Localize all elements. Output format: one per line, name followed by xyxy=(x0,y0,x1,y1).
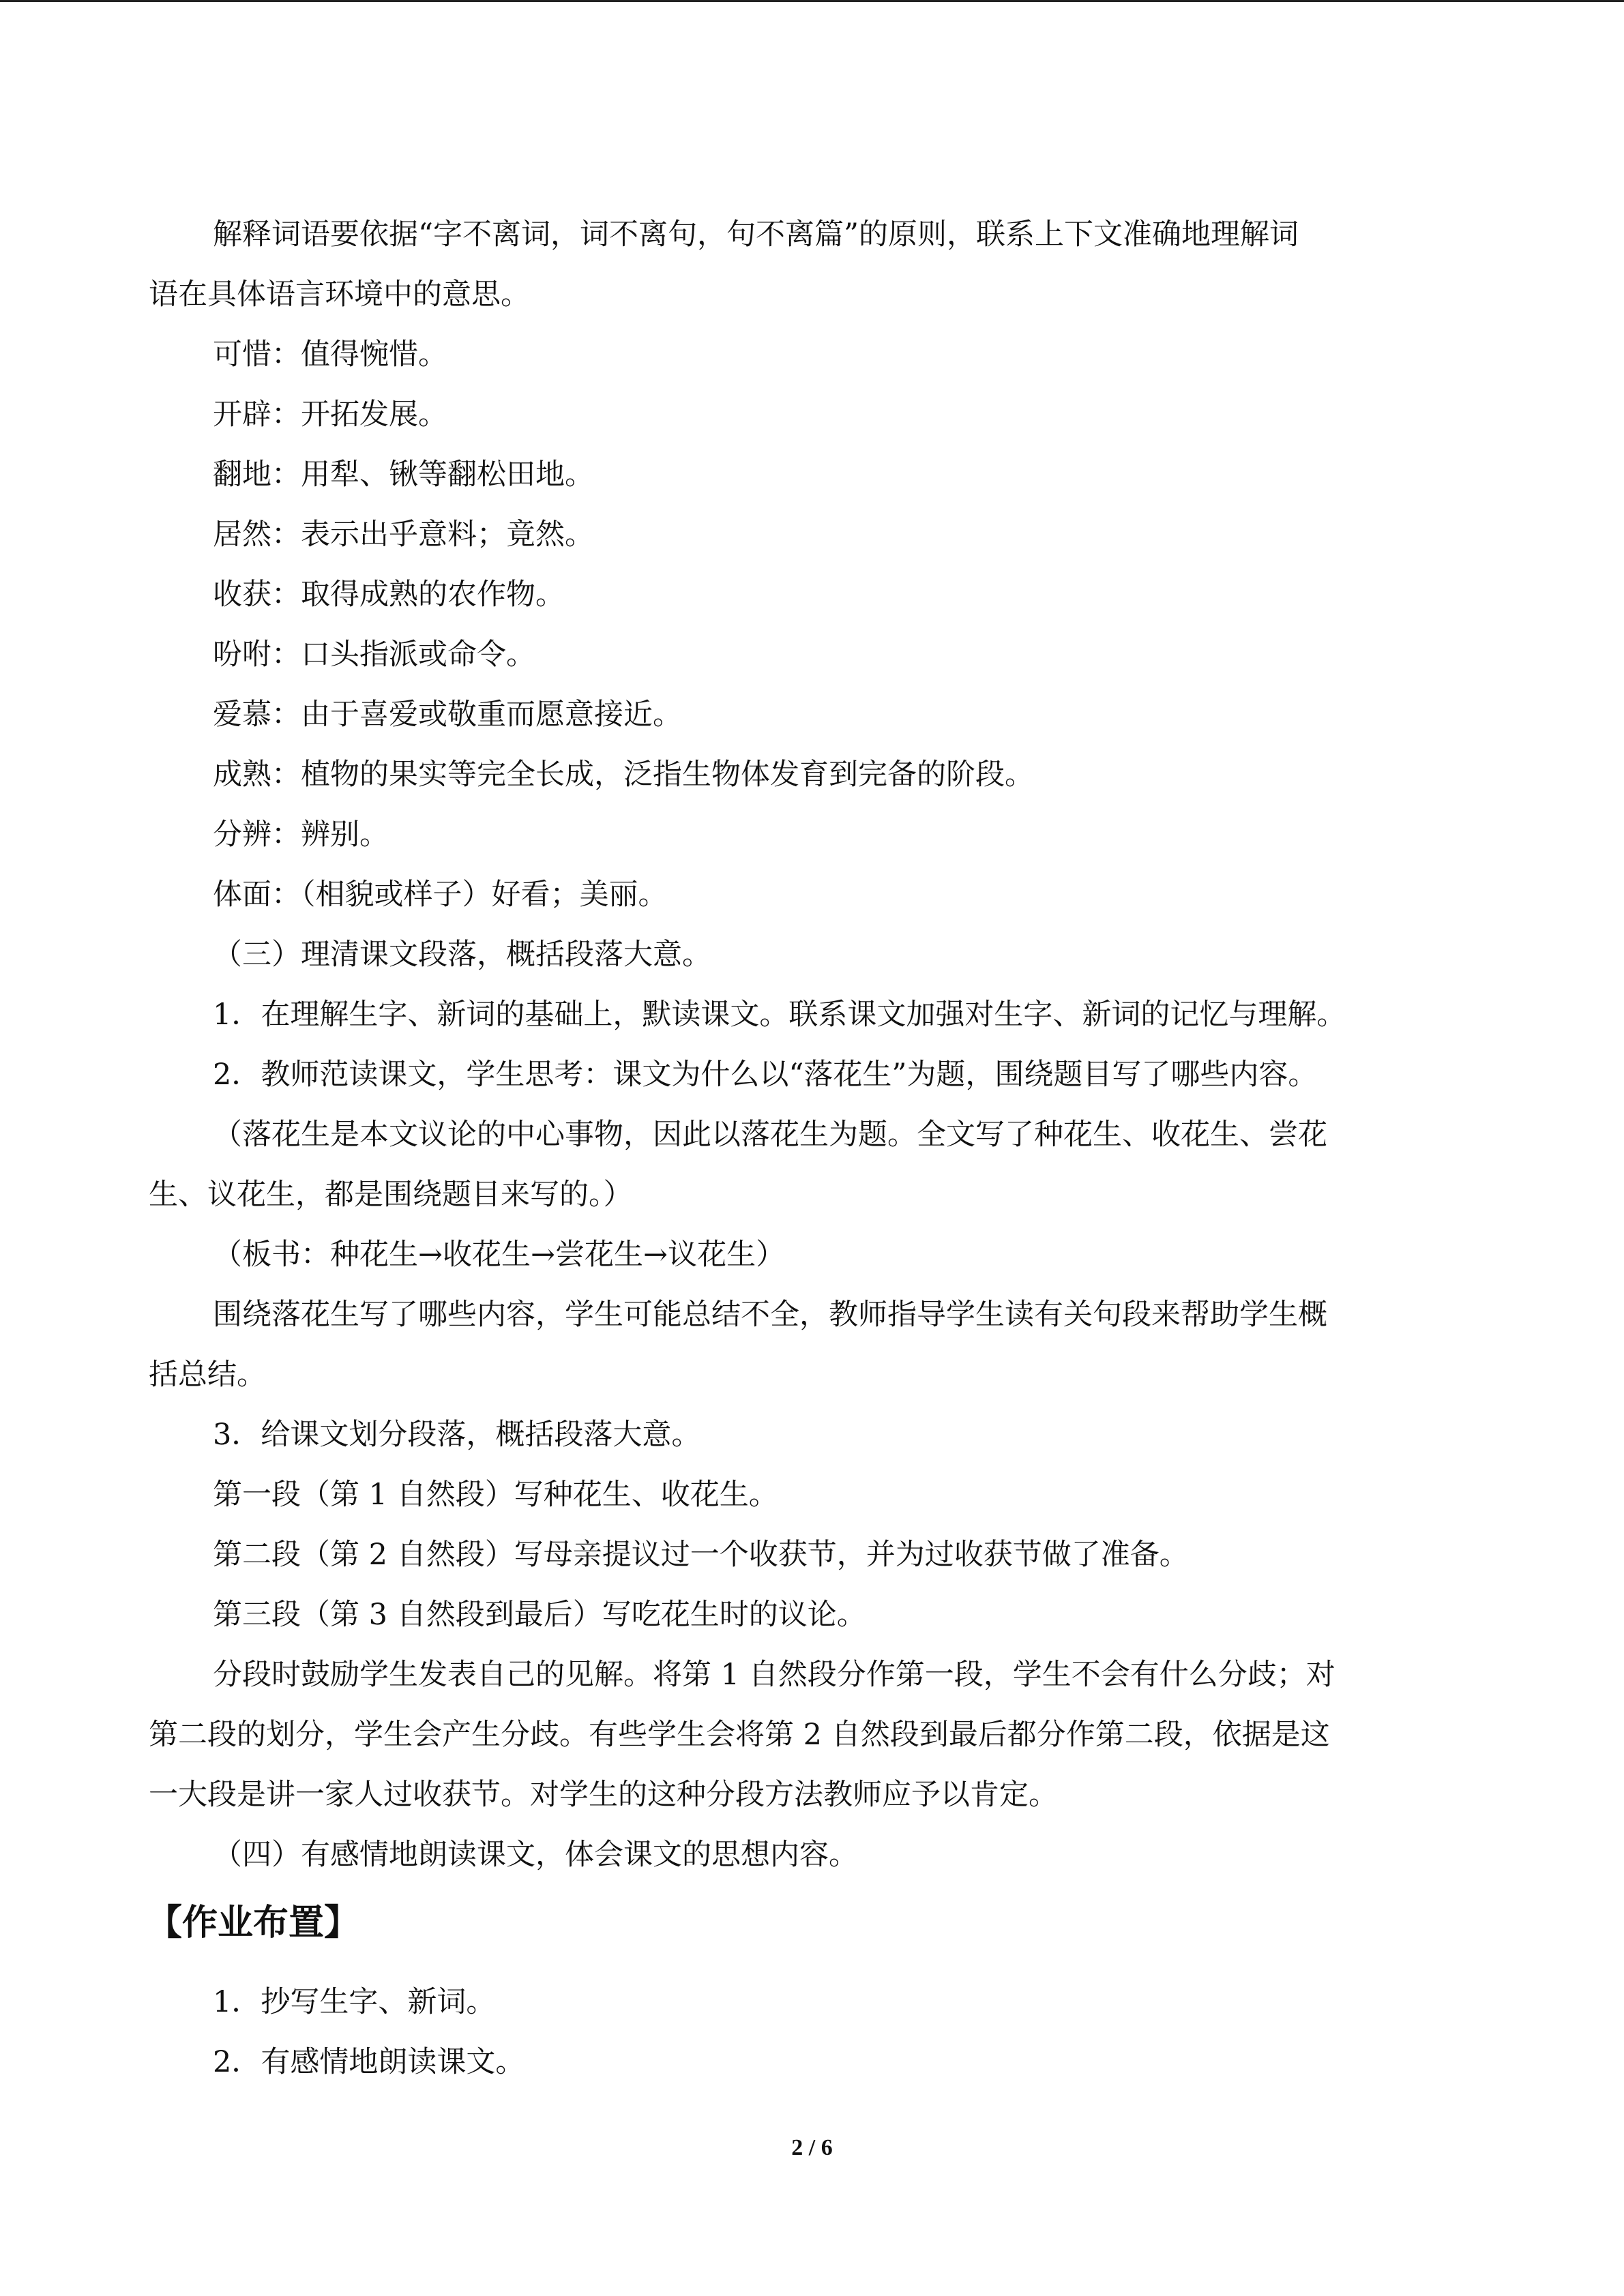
definition-line: 成熟：植物的果实等完全长成，泛指生物体发育到完备的阶段。 xyxy=(213,758,1034,792)
definition-line: 开辟：开拓发展。 xyxy=(213,398,447,432)
paragraph-line: 分段时鼓励学生发表自己的见解。将第 1 自然段分作第一段，学生不会有什么分歧；对 xyxy=(213,1658,1335,1692)
paragraph-line: 解释词语要依据“字不离词，词不离句，句不离篇”的原则，联系上下文准确地理解词 xyxy=(213,218,1299,252)
section-heading: 【作业布置】 xyxy=(147,1903,360,1943)
definition-line: 分辨：辨别。 xyxy=(213,818,389,852)
definition-line: 居然：表示出乎意料；竟然。 xyxy=(213,518,594,552)
page-number: 2 / 6 xyxy=(791,2135,833,2160)
paragraph-line: 语在具体语言环境中的意思。 xyxy=(149,278,530,312)
paragraph-line: 括总结。 xyxy=(149,1358,266,1392)
homework-item: 1．抄写生字、新词。 xyxy=(213,1985,496,2019)
definition-line: 爱慕：由于喜爱或敬重而愿意接近。 xyxy=(213,698,682,732)
subsection-title: （三）理清课文段落，概括段落大意。 xyxy=(213,938,711,972)
paragraph-line: 第二段的划分，学生会产生分歧。有些学生会将第 2 自然段到最后都分作第二段，依据是这 xyxy=(149,1718,1330,1752)
definition-line: 收获：取得成熟的农作物。 xyxy=(213,578,565,612)
definition-line: 吩咐：口头指派或命令。 xyxy=(213,638,535,672)
paragraph-line: 第三段（第 3 自然段到最后）写吃花生时的议论。 xyxy=(213,1598,866,1632)
paragraph-line: 1．在理解生字、新词的基础上，默读课文。联系课文加强对生字、新词的记忆与理解。 xyxy=(213,998,1346,1032)
paragraph-line: 生、议花生，都是围绕题目来写的。） xyxy=(149,1178,633,1212)
definition-line: 可惜：值得惋惜。 xyxy=(213,338,447,372)
blackboard-note: （板书：种花生→收花生→尝花生→议花生） xyxy=(213,1238,786,1272)
definition-line: 体面：（相貌或样子）好看；美丽。 xyxy=(213,878,668,912)
top-border-line xyxy=(0,0,1624,2)
paragraph-line: 2．教师范读课文，学生思考：课文为什么以“落花生”为题，围绕题目写了哪些内容。 xyxy=(213,1058,1318,1092)
homework-item: 2．有感情地朗读课文。 xyxy=(213,2045,525,2079)
paragraph-line: 一大段是讲一家人过收获节。对学生的这种分段方法教师应予以肯定。 xyxy=(149,1778,1058,1812)
subsection-title: （四）有感情地朗读课文，体会课文的思想内容。 xyxy=(213,1838,858,1872)
paragraph-line: （落花生是本文议论的中心事物，因此以落花生为题。全文写了种花生、收花生、尝花 xyxy=(213,1118,1327,1152)
paragraph-line: 第二段（第 2 自然段）写母亲提议过一个收获节，并为过收获节做了准备。 xyxy=(213,1538,1189,1572)
paragraph-line: 围绕落花生写了哪些内容，学生可能总结不全，教师指导学生读有关句段来帮助学生概 xyxy=(213,1298,1327,1332)
paragraph-line: 3．给课文划分段落，概括段落大意。 xyxy=(213,1418,701,1452)
paragraph-line: 第一段（第 1 自然段）写种花生、收花生。 xyxy=(213,1478,778,1512)
definition-line: 翻地：用犁、锹等翻松田地。 xyxy=(213,458,594,492)
